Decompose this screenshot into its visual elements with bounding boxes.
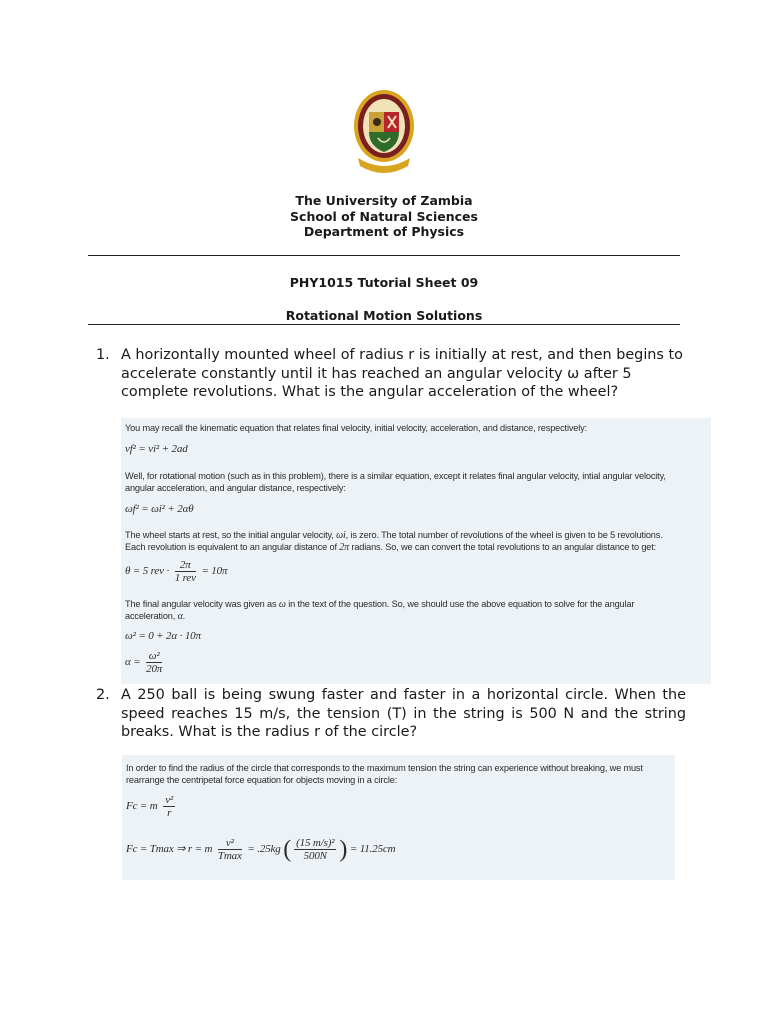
solution-box-2: [122, 755, 675, 880]
question-text: A 250 ball is being swung faster and faster in a horizontal circle. When the speed reaches 15 m/s, the tension (T) in the string is 500 N and the string breaks. What is the radius r of the circle?: [121, 687, 686, 740]
solution-text: The final angular velocity was given as ω in the text of the question. So, we should use the above equation to solve for the angular: [125, 599, 635, 610]
equation: vf² = vi² + 2ad: [125, 443, 188, 455]
school-name: School of Natural Sciences: [290, 209, 478, 224]
solution-text: Each revolution is equivalent to an angular distance of 2π radians. So, we can convert the total revolutions to an angular distance to get:: [125, 542, 657, 553]
solution-text: The wheel starts at rest, so the initial angular velocity, ωi, is zero. The total number of revolutions of the wheel is given to be 5 revolutions.: [125, 530, 663, 541]
equation: α = $\frac{\text{ω²}}{20\pi}$: [125, 650, 163, 675]
solution-text: acceleration, α.: [125, 611, 186, 622]
university-seal-logo: [352, 88, 416, 174]
question-text: A horizontally mounted wheel of radius r is initially at rest, and then begins to accelerate constantly until it has reached an angular velocity ω after 5 complete revolutions. What is the angular acceleration of the wheel?: [121, 347, 683, 400]
question-1: [96, 346, 686, 402]
question-number: 2.: [96, 687, 110, 703]
equation: Fc = Tmax ⇒ r = m $\frac{\text{v²}}{Tmax}$ = .25kg ( $\frac{\text{(15 m/s)²}}{500N}$ ) = 11.25cm: [126, 836, 396, 863]
equation: ωf² = ωi² + 2αθ: [125, 503, 194, 515]
solution-box-1: [121, 418, 711, 684]
solution-text: rearrange the centripetal force equation for objects moving in a circle:: [126, 775, 398, 785]
question-2: [96, 686, 686, 742]
equation: θ = 5 rev · $\frac{2\pi}{\text{1 rev}}$ = 10π: [125, 559, 228, 584]
solution-text: In order to find the radius of the circle that corresponds to the maximum tension the string can experience without breaking, we must: [126, 763, 643, 773]
solution-text: Well, for rotational motion (such as in this problem), there is a similar equation, except it relates final angular velocity, intial angular velocity,: [125, 471, 666, 481]
solution-text: angular acceleration, and angular distance, respectively:: [125, 483, 346, 493]
equation: ω² = 0 + 2α · 10π: [125, 630, 201, 642]
divider: [88, 324, 680, 325]
department-name: Department of Physics: [303, 224, 465, 239]
sheet-title: PHY1015 Tutorial Sheet 09: [289, 275, 479, 290]
solution-text: You may recall the kinematic equation that relates final velocity, initial velocity, acceleration, and distance, respectively:: [125, 423, 587, 433]
divider: [88, 255, 680, 256]
question-number: 1.: [96, 347, 110, 363]
equation: Fc = m $\frac{\text{v²}}{r}$: [126, 794, 174, 819]
topic-title: Rotational Motion Solutions: [285, 308, 483, 323]
university-name: The University of Zambia: [295, 193, 473, 208]
